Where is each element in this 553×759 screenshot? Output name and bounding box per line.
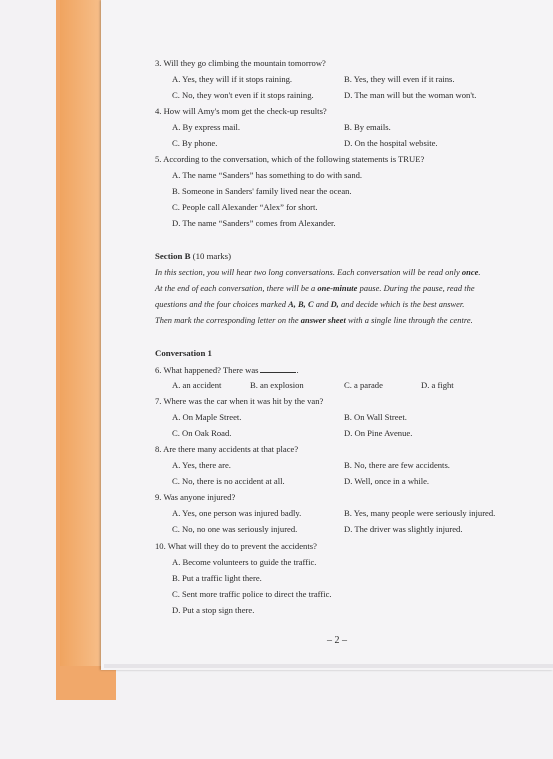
- option-a: A. Yes, they will if it stops raining.: [172, 74, 293, 84]
- question-text: 3. Will they go climbing the mountain tomorrow?: [155, 58, 326, 68]
- question-6: 6. What happened? There was .: [155, 365, 299, 375]
- option-d: D. Well, once in a while.: [344, 476, 430, 486]
- option-c: C. No, they won't even if it stops raining.: [172, 90, 314, 100]
- option-b: B. No, there are few accidents.: [344, 460, 450, 470]
- option-b: B. Yes, many people were seriously injured.: [344, 508, 496, 518]
- section-marks: (10 marks): [192, 251, 231, 261]
- section-heading: [155, 251, 231, 262]
- option-d: D. The driver was slightly injured.: [344, 524, 463, 534]
- option-a: A. Become volunteers to guide the traffic.: [172, 557, 317, 567]
- option-c: C. On Oak Road.: [172, 428, 232, 438]
- question-text: 5. According to the conversation, which of the following statements is TRUE?: [155, 154, 425, 164]
- option-a: A. Yes, one person was injured badly.: [172, 508, 302, 518]
- option-d: D. On Pine Avenue.: [344, 428, 413, 438]
- option-a: A. The name “Sanders” has something to do with sand.: [172, 170, 363, 180]
- option-a: A. On Maple Street.: [172, 412, 242, 422]
- option-d: D. a fight: [421, 380, 454, 390]
- option-a: A. Yes, there are.: [172, 460, 231, 470]
- option-c: C. a parade: [344, 380, 383, 390]
- paper-sheet: [101, 0, 553, 670]
- option-c: C. People call Alexander “Alex” for short.: [172, 202, 318, 212]
- page-number: – 2 –: [327, 635, 347, 646]
- option-c: C. No, there is no accident at all.: [172, 476, 285, 486]
- question-9: 9. Was anyone injured?: [155, 492, 236, 502]
- instruction-line-3: questions and the four choices marked A, B, C and D, and decide which is the best answer.: [155, 300, 465, 309]
- option-b: B. Put a traffic light there.: [172, 573, 262, 583]
- option-d: D. On the hospital website.: [344, 138, 438, 148]
- option-d: D. The name “Sanders” comes from Alexander.: [172, 218, 336, 228]
- option-b: B. Yes, they will even if it rains.: [344, 74, 455, 84]
- option-b: B. On Wall Street.: [344, 412, 407, 422]
- option-b: B. Someone in Sanders' family lived near the ocean.: [172, 186, 352, 196]
- folder-front: [60, 0, 104, 666]
- option-c: C. Sent more traffic police to direct the traffic.: [172, 589, 332, 599]
- option-c: C. By phone.: [172, 138, 218, 148]
- option-b: B. an explosion: [250, 380, 304, 390]
- question-7: 7. Where was the car when it was hit by the van?: [155, 396, 324, 406]
- option-d: D. Put a stop sign there.: [172, 605, 255, 615]
- question-8: 8. Are there many accidents at that place?: [155, 444, 299, 454]
- question-text: 4. How will Amy's mom get the check-up results?: [155, 106, 327, 116]
- instruction-line-1: In this section, you will hear two long conversations. Each conversation will be read only once.: [155, 268, 481, 277]
- page-edge: [104, 664, 553, 668]
- question-10: 10. What will they do to prevent the accidents?: [155, 541, 317, 551]
- option-a: A. By express mail.: [172, 122, 241, 132]
- option-d: D. The man will but the woman won't.: [344, 90, 477, 100]
- section-title: Section B: [155, 251, 191, 261]
- answer-blank: [260, 364, 296, 373]
- instruction-line-2: At the end of each conversation, there will be a one-minute pause. During the pause, read the: [155, 284, 475, 293]
- instruction-line-4: Then mark the corresponding letter on the answer sheet with a single line through the centre.: [155, 316, 473, 325]
- option-c: C. No, no one was seriously injured.: [172, 524, 298, 534]
- option-b: B. By emails.: [344, 122, 391, 132]
- conversation-title: Conversation 1: [155, 348, 212, 358]
- option-a: A. an accident: [172, 380, 222, 390]
